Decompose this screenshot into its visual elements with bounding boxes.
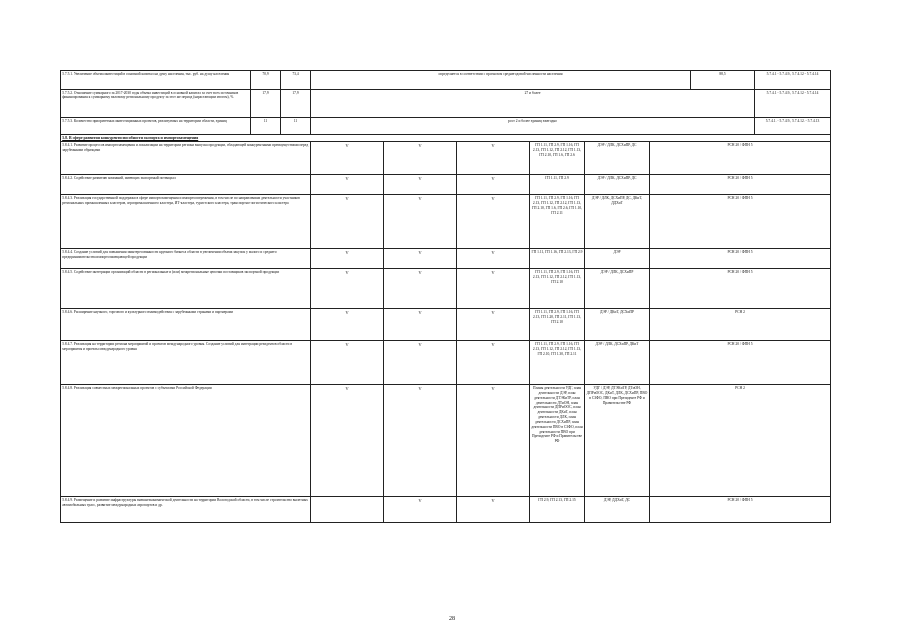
executors: УДГ / ДЭР, ДТЭКиТР, ДТиОН, ДПРиООС, ДКиТ, ДЛК, ДСХиПР, ПВО в СЗФО, ПВО при Президенте РФ и Правительстве РФ — [585, 385, 650, 497]
program-refs: ГП 1.11, ГП 1.16, ГП 2.13, ГП 2.9 — [530, 249, 585, 269]
executors: ДЭР / ДЛК, ДСХиПР, ДС, ДКиТ, ДДХиТ — [585, 195, 650, 249]
executors: ДЭР / ДЛК, ДСХиПР — [585, 269, 650, 309]
document-ref: РСН 20 / ФПН 5 — [650, 249, 831, 269]
document-ref: РСН 20 / ФПН 5 — [650, 497, 831, 523]
indicator-value: 17,9 — [251, 90, 281, 118]
indicator-value: 70,9 — [251, 71, 281, 90]
indicator-target: 88,5 — [691, 71, 755, 90]
period-mark: V — [457, 341, 530, 385]
section-title: 5.8. В сфере развития конкурентоспособности экспорта и импортозамещения — [61, 135, 831, 142]
measure-row — [61, 269, 831, 309]
measure-row — [61, 195, 831, 249]
period-mark: V — [311, 341, 384, 385]
indicator-note: 27 и более — [311, 90, 755, 118]
document-ref: РСН 20 / ФПН 5 — [650, 269, 831, 309]
indicator-label: 5.7.5.3. Количество приоритетных инвестиционных проектов, реализуемых на территории области, единиц — [61, 118, 251, 135]
section-heading-row — [61, 135, 831, 142]
period-mark: V — [457, 249, 530, 269]
period-mark: V — [384, 309, 457, 341]
period-mark: V — [457, 385, 530, 497]
indicator-ref: 5.7.4.1. - 5.7.4.9., 5.7.4.12. - 5.7.4.13 — [755, 118, 831, 135]
period-mark: V — [457, 142, 530, 175]
measure-row — [61, 175, 831, 195]
period-mark: V — [311, 309, 384, 341]
measure-row — [61, 309, 831, 341]
indicator-row — [61, 71, 831, 90]
indicator-label: 5.7.5.2. Отношение суммарного за 2017-2030 годы объема инвестиций в основной капитал за счет всех источников финансирования к суммарному валовому региональному продукту за этот же период (нарастающим итогом), % — [61, 90, 251, 118]
page-number: 28 — [449, 616, 455, 622]
period-mark: V — [384, 195, 457, 249]
document-ref: РСН 20 / ФПН 5 — [650, 341, 831, 385]
executors: ДЭР / ДЛК, ДСХиПР, ДС — [585, 142, 650, 175]
period-mark: V — [384, 175, 457, 195]
period-mark: V — [384, 341, 457, 385]
indicator-row — [61, 90, 831, 118]
indicator-note: определяется в соответствии с прогнозом среднегодовой численности населения — [311, 71, 691, 90]
period-mark: V — [457, 309, 530, 341]
measure-row — [61, 497, 831, 523]
document-ref: РСН 20 / ФПН 5 — [650, 175, 831, 195]
program-refs: Планы деятельности УДГ, план деятельности ДЭР, план деятельности ДТЭКиТР, план деятельности ДТиОН, план деятельности ДПРиООС, план деятельности ДКиТ, план деятельности ДЛК, план деятельности ДСХиПР, план деятельности ПВО в СЗФО, план деятельности ПВО при Президенте РФ и Правительстве РФ — [530, 385, 585, 497]
measure-label: 5.8.4.1. Развитие процессов импортозамещения и локализации на территории региона выпуска продукции, обладающей конкурентными преимуществами перед зарубежными образцами — [61, 142, 311, 175]
period-mark: V — [311, 249, 384, 269]
period-mark: V — [384, 249, 457, 269]
measure-label: 5.8.4.4. Создание условий для повышения заинтересованности крупного бизнеса области в увеличении объема закупок у малого и среднего предпринимательства импортозамещающей продукции — [61, 249, 311, 269]
period-mark: V — [311, 175, 384, 195]
measure-label: 5.8.4.3. Реализация государственной поддержки в сфере импортозамещения и импортоопережения, в том числе по направлениям деятельности участников региональных промышленных кластеров, агропромышленного кластера, ИТ-кластера, туристского кластера, транспортно-логистического кластера — [61, 195, 311, 249]
program-refs: ГП 1.11, ГП 2.9, ГП 1.16, ГП 2.13, ГП 1.20, ГП 2.11, ГП 1.13, ГП 2.10 — [530, 309, 585, 341]
measure-row — [61, 142, 831, 175]
program-refs: ГП 1.11, ГП 2.9, ГП 1.16, ГП 2.13, ГП 1.12, ГП 2.12, ГП 1.13, ГП 2.10, ГП 1.30, ГП 2.11 — [530, 341, 585, 385]
period-mark: V — [384, 497, 457, 523]
indicator-ref: 5.7.4.1 - 5.7.4.9., 5.7.4.12 - 5.7.4.14 — [755, 71, 831, 90]
period-mark: V — [384, 142, 457, 175]
indicator-value: 73,4 — [281, 71, 311, 90]
measure-label: 5.8.4.8. Реализация совместных межрегиональных проектов с субъектами Российской Федерации — [61, 385, 311, 497]
indicator-note: рост 2 и более единиц ежегодно — [311, 118, 755, 135]
executors: ДЭР / ДКиТ, ДСХиПР — [585, 309, 650, 341]
executors: ДЭР / ДЛК, ДСХиПР, ДКиТ — [585, 341, 650, 385]
indicator-ref: 5.7.4.1 - 5.7.4.9., 5.7.4.12 - 5.7.4.14 — [755, 90, 831, 118]
program-refs: ГП 1.11, ГП 2.9, ГП 1.16, ГП 2.13, ГП 1.12, ГП 2.12, ГП 1.13, ГП 2.10, ГП 1.6, ГП 2.6, ГП 1.10, ГП 2.11 — [530, 195, 585, 249]
indicator-label: 5.7.5.1. Увеличение объема инвестиций в основной капитал на душу населения, тыс. руб. на душу населения — [61, 71, 251, 90]
document-ref: РСН 20 / ФПН 5 — [650, 195, 831, 249]
measure-label: 5.8.4.5. Содействие интеграции организаций области в региональные и (или) межрегиональные цепочки поставщиков экспортной продукции — [61, 269, 311, 309]
document-ref: РСН 20 / ФПН 5 — [650, 142, 831, 175]
program-refs: ГП 1.11, ГП 2.9 — [530, 175, 585, 195]
executors: ДЭР, ДДХиТ, ДС — [585, 497, 650, 523]
measure-label: 5.8.4.7. Реализация на территории региона мероприятий и проектов международного уровня. Создание условий для интеграции резидентов области в мероприятия и проекты международного уровня — [61, 341, 311, 385]
program-refs: ГП 1.11, ГП 2.9, ГП 1.16, ГП 2.13, ГП 1.12, ГП 2.12, ГП 1.13, ГП 2.10, ГП 1.6, ГП 2.6 — [530, 142, 585, 175]
measure-row — [61, 249, 831, 269]
indicator-value: 17,9 — [281, 90, 311, 118]
period-mark: V — [311, 142, 384, 175]
strategy-table — [60, 70, 831, 523]
indicator-value: 11 — [281, 118, 311, 135]
document-ref: РСН 2 — [650, 385, 831, 497]
measure-row — [61, 385, 831, 497]
program-refs: ГП 1.11, ГП 2.9, ГП 1.16, ГП 2.13, ГП 1.12, ГП 2.12, ГП 1.13, ГП 2.10 — [530, 269, 585, 309]
period-mark: V — [384, 385, 457, 497]
period-mark: V — [457, 175, 530, 195]
period-mark: V — [384, 269, 457, 309]
indicator-row — [61, 118, 831, 135]
indicator-value: 11 — [251, 118, 281, 135]
period-mark: V — [457, 497, 530, 523]
document-ref: РСН 2 — [650, 309, 831, 341]
executors: ДЭР / ДЛК, ДСХиПР, ДС — [585, 175, 650, 195]
period-mark: V — [311, 195, 384, 249]
period-mark: V — [457, 195, 530, 249]
measure-label: 5.8.4.2. Содействие развитию компаний, имеющих экспортный потенциал — [61, 175, 311, 195]
executors: ДЭР — [585, 249, 650, 269]
program-refs: ГП 2.9, ГП 2.13, ГП 2.15 — [530, 497, 585, 523]
period-mark: V — [311, 385, 384, 497]
measure-label: 5.8.4.9. Размещение и развитие инфраструктуры внешнеэкономической деятельности на территории Вологодской области, в том числе строительство вылетных автомобильных трасс, развитие международных аэропортов и др. — [61, 497, 311, 523]
period-mark: V — [311, 269, 384, 309]
period-mark: V — [457, 269, 530, 309]
measure-label: 5.8.4.6. Расширение научного, торгового и культурного взаимодействия с зарубежными странами и партнерами — [61, 309, 311, 341]
period-mark — [311, 497, 384, 523]
measure-row — [61, 341, 831, 385]
